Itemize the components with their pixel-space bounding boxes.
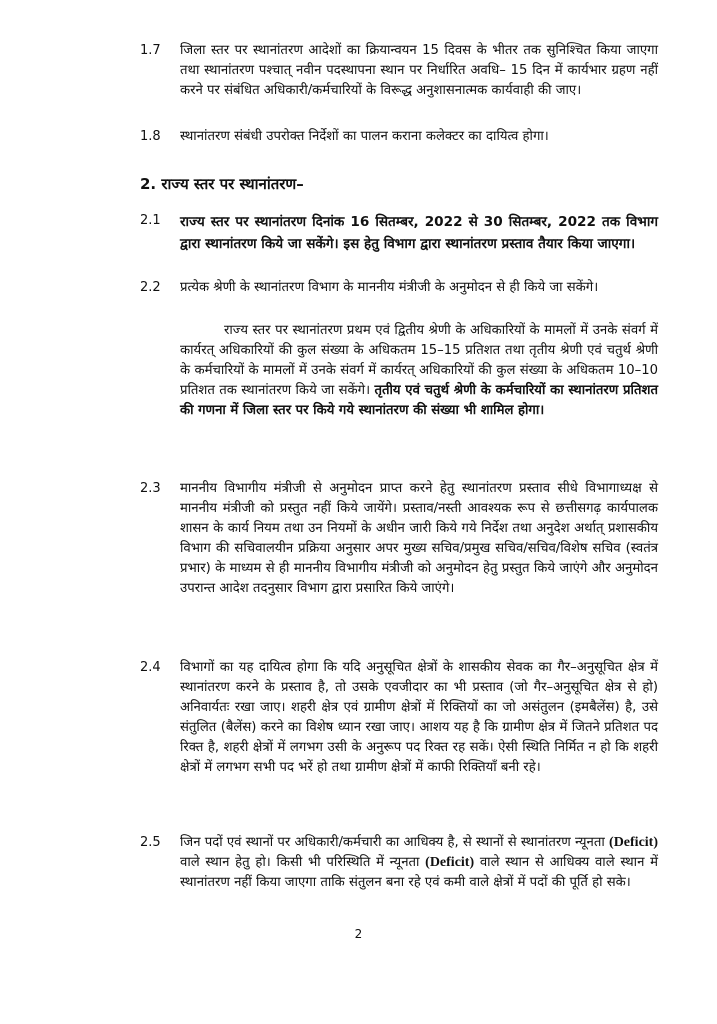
section-number: 2.2 — [140, 280, 161, 295]
section-number: 1.7 — [140, 43, 161, 58]
section-text: जिला स्तर पर स्थानांतरण आदेशों का क्रियान्वयन 15 दिवस के भीतर तक सुनिश्चित किया जाएगा तथा स्थानांतरण पश्चात् नवीन पदस्थापना स्थान पर निर्धारित अवधि– 15 दिन में कार्यभार ग्रहण नहीं करने पर संबंधित अधिकारी/कर्मचारियों के विरूद्ध अनुशासनात्मक कार्यवाही की जाए। — [180, 43, 658, 98]
section-number: 1.8 — [140, 129, 161, 144]
section-text: स्थानांतरण संबंधी उपरोक्त निर्देशों का पालन कराना कलेक्टर का दायित्व होगा। — [180, 129, 549, 144]
section-text: प्रत्येक श्रेणी के स्थानांतरण विभाग के माननीय मंत्रीजी के अनुमोदन से ही किये जा सकेंगे। — [180, 280, 599, 295]
section-text — [180, 833, 658, 893]
deficit-term: (Deficit) — [425, 855, 475, 870]
section-text: विभागों का यह दायित्व होगा कि यदि अनुसूचित क्षेत्रों के शासकीय सेवक का गैर–अनुसूचित क्षेत्र में स्थानांतरण करने के प्रस्ताव है, तो उसके एवजीदार का भी प्रस्ताव (जो गैर–अनुसूचित क्षेत्र से हो) अनिवार्यतः रखा जाए। शहरी क्षेत्र एवं ग्रामीण क्षेत्रों में रिक्तियों का जो असंतुलन (इमबैलेंस) है, उसे संतुलित (बैलेंस) करने का विशेष ध्यान रखा जाए। आशय यह है कि ग्रामीण क्षेत्र में जितने प्रतिशत पद रिक्त है, शहरी क्षेत्रों में लगभग उसी के अनुरूप पद रिक्त रह सकें। ऐसी स्थिति निर्मित न हो कि शहरी क्षेत्रों में लगभग सभी पद भरें हो तथा ग्रामीण क्षेत्रों में काफी रिक्तियाँ बनी रहे। — [180, 660, 658, 775]
deficit-term: (Deficit) — [609, 835, 658, 850]
section-text: राज्य स्तर पर स्थानांतरण दिनांक 16 सितम्बर, 2022 से 30 सितम्बर, 2022 तक विभाग द्वारा स्थानांतरण किये जा सकेंगे। इस हेतु विभाग द्वारा स्थानांतरण प्रस्ताव तैयार किया जाएगा। — [180, 214, 658, 252]
section-heading: 2. राज्य स्तर पर स्थानांतरण– — [140, 175, 304, 193]
paragraph-text: राज्य स्तर पर स्थानांतरण प्रथम एवं द्वितीय श्रेणी के अधिकारियों के मामलों में उनके संवर्ग में कार्यरत् अधिकारियों की कुल संख्या के अधिकतम 15–15 प्रतिशत तथा तृतीय श्रेणी एवं चतुर्थ श्रेणी के कर्मचारियों के मामलों में उनके संवर्ग में कार्यरत् अधिकारियों की कुल संख्या के अधिकतम 10–10 प्रतिशत तक स्थानांतरण किये जा सकेंगे। — [180, 323, 658, 398]
text-part-b: वाले स्थान हेतु हो। किसी भी परिस्थिति में न्यूनता — [180, 855, 420, 870]
section-number: 2.4 — [140, 660, 161, 675]
section-number: 2.3 — [140, 481, 161, 496]
section-number: 2.5 — [140, 835, 161, 850]
section-number: 2.1 — [140, 213, 161, 228]
paragraph-bold-text: तृतीय एवं चतुर्थ श्रेणी के कर्मचारियों का स्थानांतरण प्रतिशत की गणना में जिला स्तर पर किये गये स्थानांतरण की संख्या भी शामिल होगा। — [180, 383, 658, 418]
section-paragraph — [180, 321, 658, 421]
page-number: 2 — [354, 927, 363, 941]
section-text: माननीय विभागीय मंत्रीजी से अनुमोदन प्राप्त करने हेतु स्थानांतरण प्रस्ताव सीधे विभागाध्यक्ष से माननीय मंत्रीजी को प्रस्तुत नहीं किये जायेंगे। प्रस्ताव/नस्ती आवश्यक रूप से छत्तीसगढ़ कार्यपालक शासन के कार्य नियम तथा उन नियमों के अधीन जारी किये गये निर्देश तथा अनुदेश अर्थात् प्रशासकीय विभाग की सचिवालयीन प्रक्रिया अनुसार अपर मुख्य सचिव/प्रमुख सचिव/सचिव/विशेष सचिव (स्वतंत्र प्रभार) के माध्यम से ही माननीय विभागीय मंत्रीजी को अनुमोदन हेतु प्रस्तुत किये जाएंगे और अनुमोदन उपरान्त आदेश तदनुसार विभाग द्वारा प्रसारित किये जाएंगे। — [180, 481, 658, 596]
text-part-a: जिन पदों एवं स्थानों पर अधिकारी/कर्मचारी का आधिक्य है, से स्थानों से स्थानांतरण न्यूनता — [180, 835, 605, 850]
text-part-c: वाले स्थान से आधिक्य वाले स्थान में स्थानांतरण नहीं किया जाएगा ताकि संतुलन बना रहे एवं कमी वाले क्षेत्रों में पदों की पूर्ति हो सके। — [180, 855, 658, 890]
